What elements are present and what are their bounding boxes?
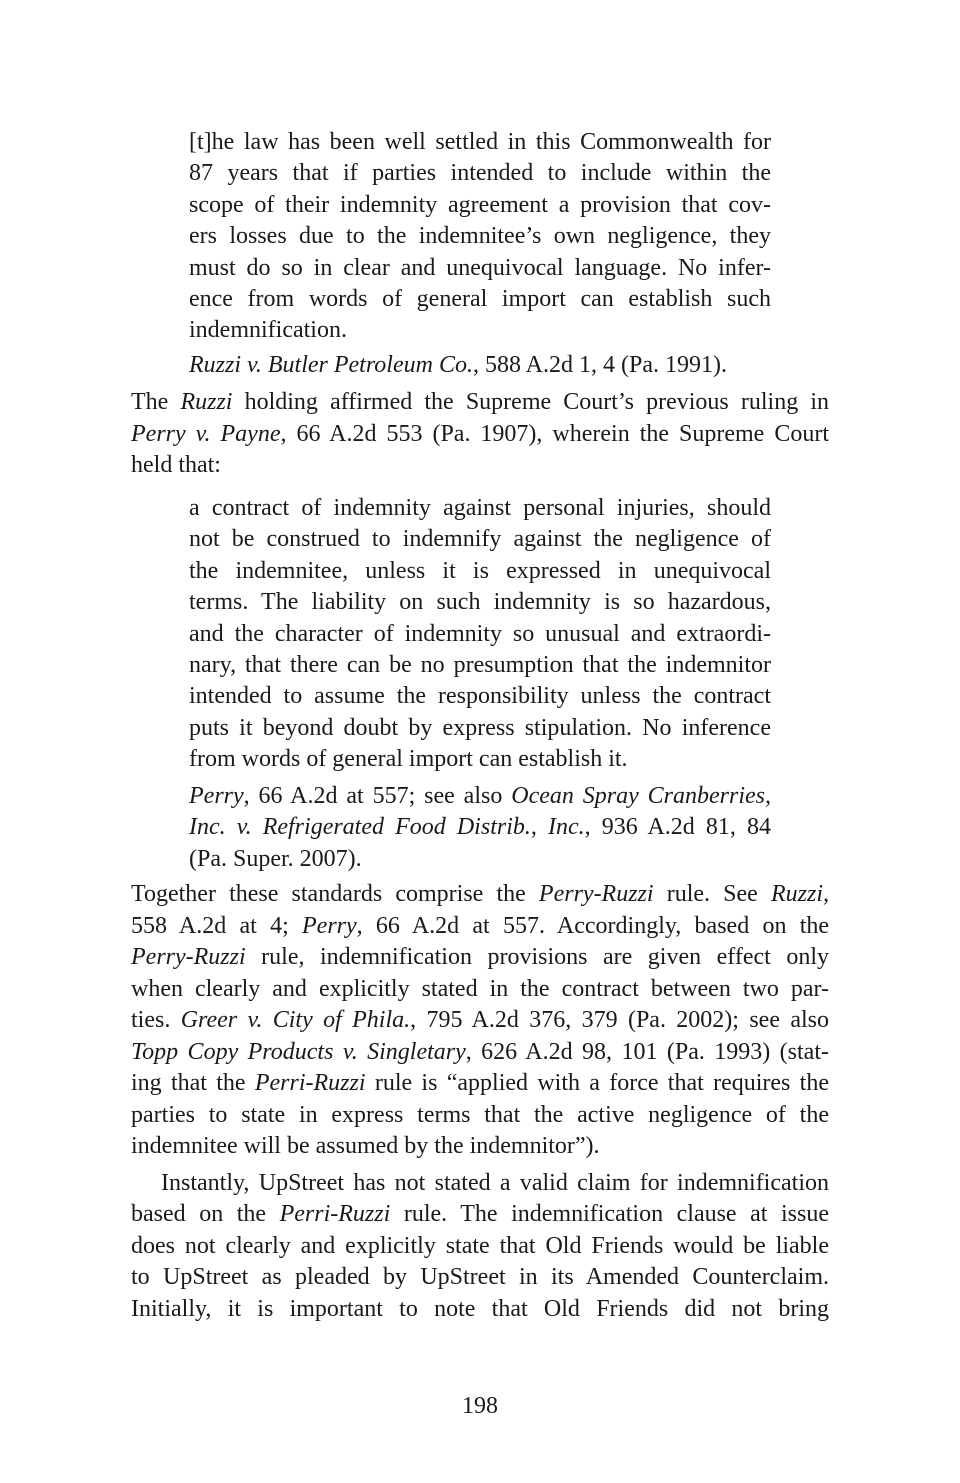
para1-line: The Ruzzi holding affirmed the Supreme Court’s previous ruling in xyxy=(131,389,830,415)
quote-line: ers losses due to the indemnitee’s own negligence, they xyxy=(189,223,771,250)
block-quote-1 xyxy=(189,127,771,347)
para3-line: Initially, it is important to note that Old Friends did not bring xyxy=(131,1296,829,1322)
para2-line: Together these standards comprise the Perry-Ruzzi rule. See Ruzzi, xyxy=(131,881,829,907)
quote-line: scope of their indemnity agreement a provision that cov- xyxy=(189,191,771,218)
quote-line: the indemnitee, unless it is expressed in unequivocal xyxy=(189,557,771,584)
para3-line: does not clearly and explicitly state that Old Friends would be liable xyxy=(131,1233,829,1259)
citation-perry: (Pa. Super. 2007). xyxy=(189,846,362,872)
quote-line: indemnification. xyxy=(189,317,347,344)
block-quote-2 xyxy=(189,493,771,776)
quote-line: puts it beyond doubt by express stipulation. No inference xyxy=(189,714,771,741)
para2-line: when clearly and explicitly stated in the contract between two par- xyxy=(131,976,829,1002)
case-name: Ruzzi v. Butler Petroleum Co. xyxy=(189,352,473,378)
para2-line: ties. Greer v. City of Phila., 795 A.2d 376, 379 (Pa. 2002); see also xyxy=(131,1007,830,1033)
para3-line: based on the Perri-Ruzzi rule. The indemnification clause at issue xyxy=(131,1201,829,1227)
para3-line: Instantly, UpStreet has not stated a valid claim for indemnification xyxy=(161,1170,829,1196)
quote-line: a contract of indemnity against personal injuries, should xyxy=(189,495,771,521)
para1-line: held that: xyxy=(131,452,221,478)
page-number: 198 xyxy=(462,1393,498,1419)
quote-line: [t]he law has been well settled in this Commonwealth for xyxy=(189,129,771,155)
para2-line: Perry-Ruzzi rule, indemnification provisions are given effect only xyxy=(131,944,829,970)
citation-perry: Perry, 66 A.2d at 557; see also Ocean Spray Cranberries, xyxy=(189,783,771,809)
quote-line: intended to assume the responsibility unless the contract xyxy=(189,683,771,710)
para2-line: ing that the Perri-Ruzzi rule is “applied with a force that requires the xyxy=(131,1070,829,1096)
quote-line: ence from words of general import can establish such xyxy=(189,285,771,312)
quote-line: terms. The liability on such indemnity is so hazardous, xyxy=(189,589,771,616)
quote-line: 87 years that if parties intended to include within the xyxy=(189,160,771,187)
quote-line: must do so in clear and unequivocal language. No infer- xyxy=(189,254,771,281)
quote-line: nary, that there can be no presumption that the indemnitor xyxy=(189,651,771,678)
para2-line: Topp Copy Products v. Singletary, 626 A.2d 98, 101 (Pa. 1993) (stat- xyxy=(131,1039,829,1065)
para3-line: to UpStreet as pleaded by UpStreet in its Amended Counterclaim. xyxy=(131,1264,829,1290)
citation-perry: Inc. v. Refrigerated Food Distrib., Inc., 936 A.2d 81, 84 xyxy=(189,814,771,840)
para2-line: parties to state in express terms that the active negligence of the xyxy=(131,1102,829,1128)
para1-line: Perry v. Payne, 66 A.2d 553 (Pa. 1907), wherein the Supreme Court xyxy=(131,421,829,447)
para2-line: 558 A.2d at 4; Perry, 66 A.2d at 557. Accordingly, based on the xyxy=(131,913,830,939)
quote-line: and the character of indemnity so unusual and extraordi- xyxy=(189,620,771,647)
quote-line: not be construed to indemnify against the negligence of xyxy=(189,526,771,553)
para2-line: indemnitee will be assumed by the indemnitor”). xyxy=(131,1133,600,1159)
citation-ruzzi: Ruzzi v. Butler Petroleum Co., 588 A.2d 1, 4 (Pa. 1991). xyxy=(189,352,727,378)
quote-line: from words of general import can establish it. xyxy=(189,746,628,773)
